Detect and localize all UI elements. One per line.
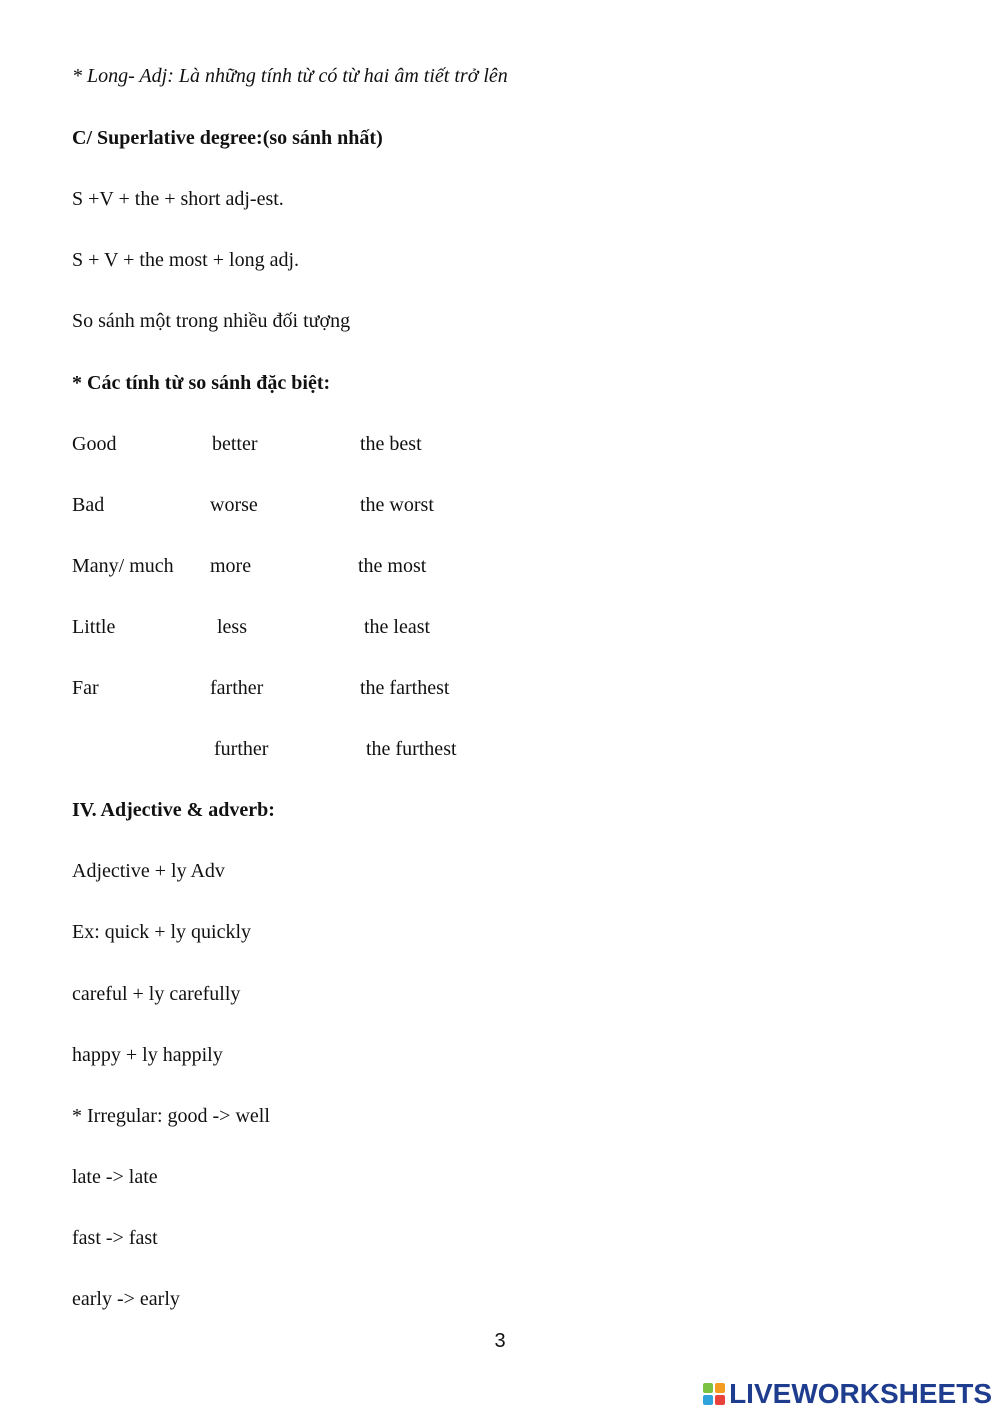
comparative-form: less [217, 616, 247, 638]
adverb-heading: IV. Adjective & adverb: [72, 799, 275, 821]
table-row [0, 493, 1000, 517]
table-row [0, 676, 1000, 700]
logo-text: LIVEWORKSHEETS [729, 1378, 992, 1409]
table-row [0, 615, 1000, 639]
superlative-form: the best [360, 433, 422, 455]
irregular-adverb: early -> early [72, 1288, 180, 1310]
irregular-adverb: late -> late [72, 1166, 158, 1188]
liveworksheets-logo [703, 1378, 992, 1410]
adverb-example: Ex: quick + ly quickly [72, 921, 252, 943]
formula-long-adj: S + V + the most + long adj. [72, 249, 300, 271]
comparative-form: worse [210, 494, 258, 516]
special-adjectives-heading: * Các tính từ so sánh đặc biệt: [72, 372, 331, 394]
comparative-form: farther [210, 677, 264, 699]
superlative-form: the farthest [360, 677, 450, 699]
base-form: Little [72, 616, 116, 638]
base-form: Many/ much [72, 555, 174, 577]
page-number: 3 [494, 1330, 506, 1352]
superlative-form: the least [364, 616, 431, 638]
base-form: Bad [72, 494, 105, 516]
base-form: Good [72, 433, 117, 455]
adverb-example: careful + ly carefully [72, 983, 241, 1005]
irregular-adverb: fast -> fast [72, 1227, 158, 1249]
base-form: Far [72, 677, 99, 699]
table-row [0, 737, 1000, 761]
comparative-form: better [212, 433, 258, 455]
adverb-example: happy + ly happily [72, 1044, 223, 1066]
comparative-form: more [210, 555, 252, 577]
irregular-adverb: * Irregular: good -> well [72, 1105, 270, 1127]
superlative-heading: C/ Superlative degree:(so sánh nhất) [72, 127, 383, 149]
formula-short-adj: S +V + the + short adj-est. [72, 188, 284, 210]
adverb-rule: Adjective + ly Adv [72, 860, 225, 882]
superlative-form: the most [358, 555, 427, 577]
long-adj-note: * Long- Adj: Là những tính từ có từ hai âm tiết trở lên [72, 65, 508, 87]
logo-mark-icon [703, 1383, 725, 1405]
superlative-form: the furthest [366, 738, 457, 760]
table-row [0, 554, 1000, 578]
superlative-form: the worst [360, 494, 434, 516]
comparative-form: further [214, 738, 269, 760]
superlative-description: So sánh một trong nhiều đối tượng [72, 310, 351, 332]
table-row [0, 432, 1000, 456]
